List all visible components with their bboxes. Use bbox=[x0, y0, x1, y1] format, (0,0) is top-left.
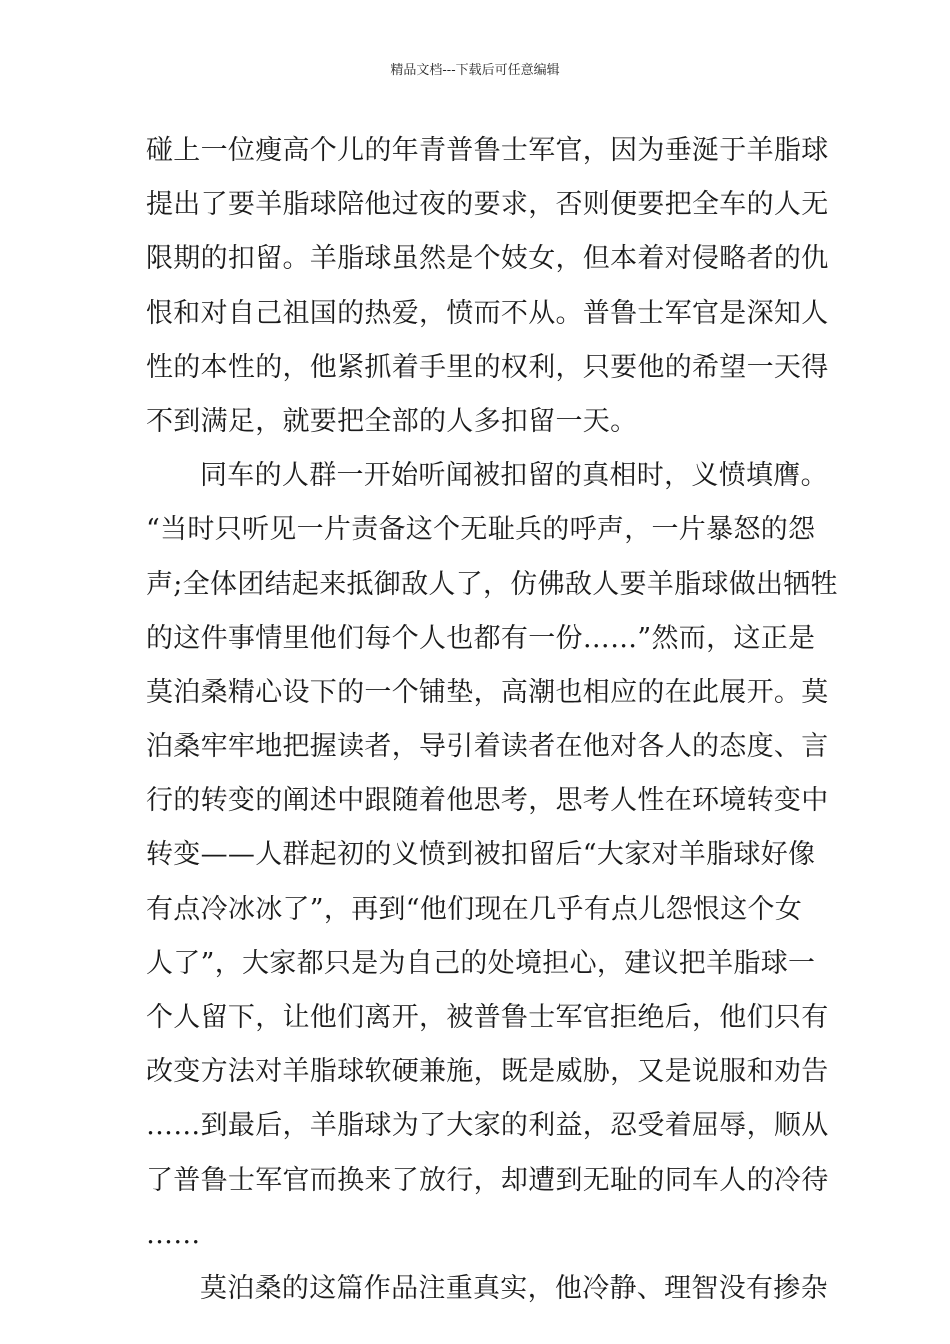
paragraph-3 bbox=[146, 1262, 828, 1316]
text-line: ……到最后，羊脂球为了大家的利益，忍受着屈辱，顺从 bbox=[146, 1110, 829, 1142]
text-line: 性的本性的，他紧抓着手里的权利，只要他的希望一天得 bbox=[146, 351, 829, 383]
text-line: 个人留下，让他们离开，被普鲁士军官拒绝后，他们只有 bbox=[146, 1002, 829, 1033]
document-body bbox=[146, 124, 838, 1316]
page-header: 精品文档---下载后可任意编辑 bbox=[390, 63, 560, 78]
text-line: 莫泊桑精心设下的一个铺垫，高潮也相应的在此展开。莫 bbox=[146, 676, 829, 708]
text-line: 碰上一位瘦高个儿的年青普鲁士军官，因为垂涎于羊脂球 bbox=[146, 135, 829, 166]
text-line: 人了”，大家都只是为自己的处境担心，建议把羊脂球一 bbox=[146, 947, 816, 979]
text-line: 同车的人群一开始听闻被扣留的真相时，义愤填膺。 bbox=[200, 460, 828, 492]
text-line: 莫泊桑的这篇作品注重真实，他冷静、理智没有掺杂 bbox=[200, 1272, 828, 1304]
text-line: …… bbox=[146, 1218, 201, 1250]
text-line: 行的转变的阐述中跟随着他思考，思考人性在环境转变中 bbox=[146, 785, 829, 817]
paragraph-2 bbox=[146, 449, 838, 1262]
text-line: 的这件事情里他们每个人也都有一份……”然而，这正是 bbox=[146, 622, 816, 654]
text-line: “当时只听见一片责备这个无耻兵的呼声，一片暴怒的怨 bbox=[146, 514, 816, 546]
text-line: 泊桑牢牢地把握读者，导引着读者在他对各人的态度、言 bbox=[146, 731, 829, 763]
text-line: 了普鲁士军官而换来了放行，却遭到无耻的同车人的冷待 bbox=[146, 1164, 829, 1196]
paragraph-1 bbox=[146, 124, 829, 449]
text-line: 改变方法对羊脂球软硬兼施，既是威胁，又是说服和劝告 bbox=[146, 1056, 829, 1088]
text-line: 提出了要羊脂球陪他过夜的要求，否则便要把全车的人无 bbox=[146, 189, 829, 221]
text-line: 转变——人群起初的义愤到被扣留后“大家对羊脂球好像 bbox=[146, 839, 816, 871]
text-line: 限期的扣留。羊脂球虽然是个妓女，但本着对侵略者的仇 bbox=[146, 243, 829, 275]
text-line: 有点冷冰冰了”，再到“他们现在几乎有点儿怨恨这个女 bbox=[146, 893, 803, 925]
text-line: 不到满足，就要把全部的人多扣留一天。 bbox=[146, 405, 638, 437]
text-line: 恨和对自己祖国的热爱，愤而不从。普鲁士军官是深知人 bbox=[146, 297, 829, 329]
text-line: 声;全体团结起来抵御敌人了，仿佛敌人要羊脂球做出牺牲 bbox=[146, 568, 838, 600]
